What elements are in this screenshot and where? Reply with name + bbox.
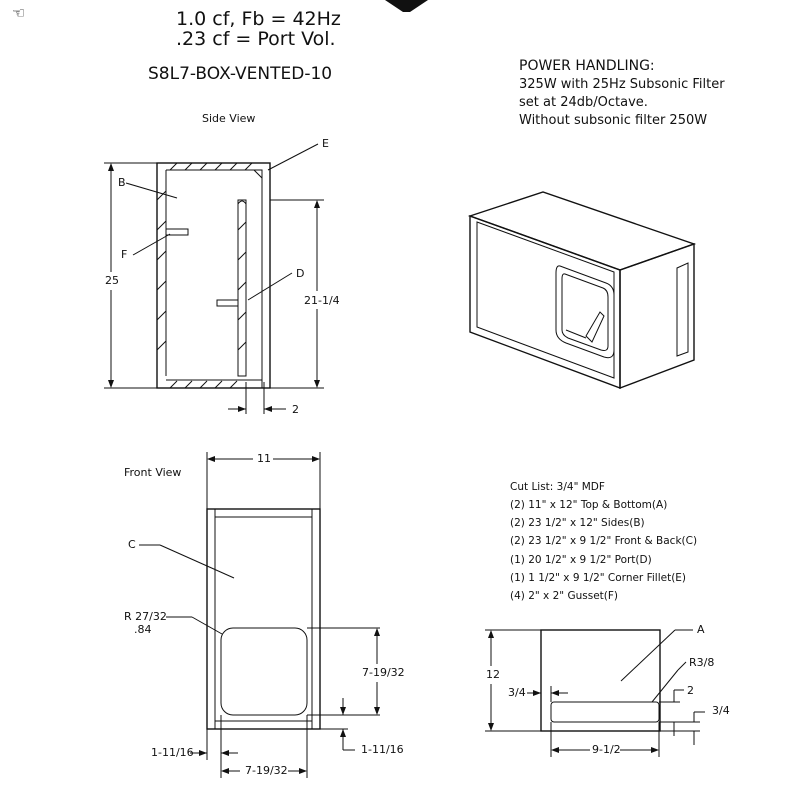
dim-gap: 2 xyxy=(292,403,299,416)
power-title: POWER HANDLING: xyxy=(519,58,655,74)
label-e: E xyxy=(322,137,329,150)
label-d: D xyxy=(296,267,305,280)
side-view-title: Side View xyxy=(202,112,256,125)
cut-list-title: Cut List: 3/4" MDF xyxy=(510,481,605,493)
front-view-title: Front View xyxy=(124,466,182,479)
dim-offset-left: 1-11/16 xyxy=(151,746,194,759)
top-marker xyxy=(385,0,428,12)
dim-height: 25 xyxy=(105,274,119,287)
dim-depth: 12 xyxy=(486,668,500,681)
front-view-drawing xyxy=(139,452,380,778)
power-line-2: set at 24db/Octave. xyxy=(519,95,648,110)
spec-line-2: .23 cf = Port Vol. xyxy=(176,28,336,50)
dim-bottom-thickness: 3/4 xyxy=(712,704,730,717)
dim-corner-radius: R3/8 xyxy=(689,656,715,669)
spec-line-1: 1.0 cf, Fb = 42Hz xyxy=(176,8,341,30)
cut-list-item: (1) 1 1/2" x 9 1/2" Corner Fillet(E) xyxy=(510,572,687,584)
dim-width: 11 xyxy=(257,452,271,465)
side-view-drawing xyxy=(104,144,324,414)
cut-list-item: (2) 11" x 12" Top & Bottom(A) xyxy=(510,499,668,511)
label-a: A xyxy=(697,623,705,636)
label-c: C xyxy=(128,538,136,551)
dim-radius-2: .84 xyxy=(134,623,152,636)
cut-list-item: (2) 23 1/2" x 12" Sides(B) xyxy=(510,517,645,529)
dim-port-width-top: 9-1/2 xyxy=(592,743,621,756)
label-f: F xyxy=(121,248,128,261)
model-name: S8L7-BOX-VENTED-10 xyxy=(148,64,333,84)
box-3d-drawing xyxy=(470,192,694,388)
dim-radius-1: R 27/32 xyxy=(124,610,167,623)
dim-offset-bottom: 1-11/16 xyxy=(361,743,404,756)
cut-list-item: (4) 2" x 2" Gusset(F) xyxy=(510,590,618,602)
dim-port-height: 7-19/32 xyxy=(362,666,405,679)
cut-list-item: (1) 20 1/2" x 9 1/2" Port(D) xyxy=(510,554,652,566)
cut-list-item: (2) 23 1/2" x 9 1/2" Front & Back(C) xyxy=(510,535,698,547)
dim-port-length: 21-1/4 xyxy=(304,294,340,307)
dim-port-offset: 3/4 xyxy=(508,686,526,699)
dim-port-height-top: 2 xyxy=(687,684,694,697)
label-b: B xyxy=(118,176,126,189)
power-line-1: 325W with 25Hz Subsonic Filter xyxy=(519,77,725,92)
dim-port-width: 7-19/32 xyxy=(245,764,288,777)
power-line-3: Without subsonic filter 250W xyxy=(519,113,708,128)
hand-cursor-icon: ☜ xyxy=(12,4,26,22)
